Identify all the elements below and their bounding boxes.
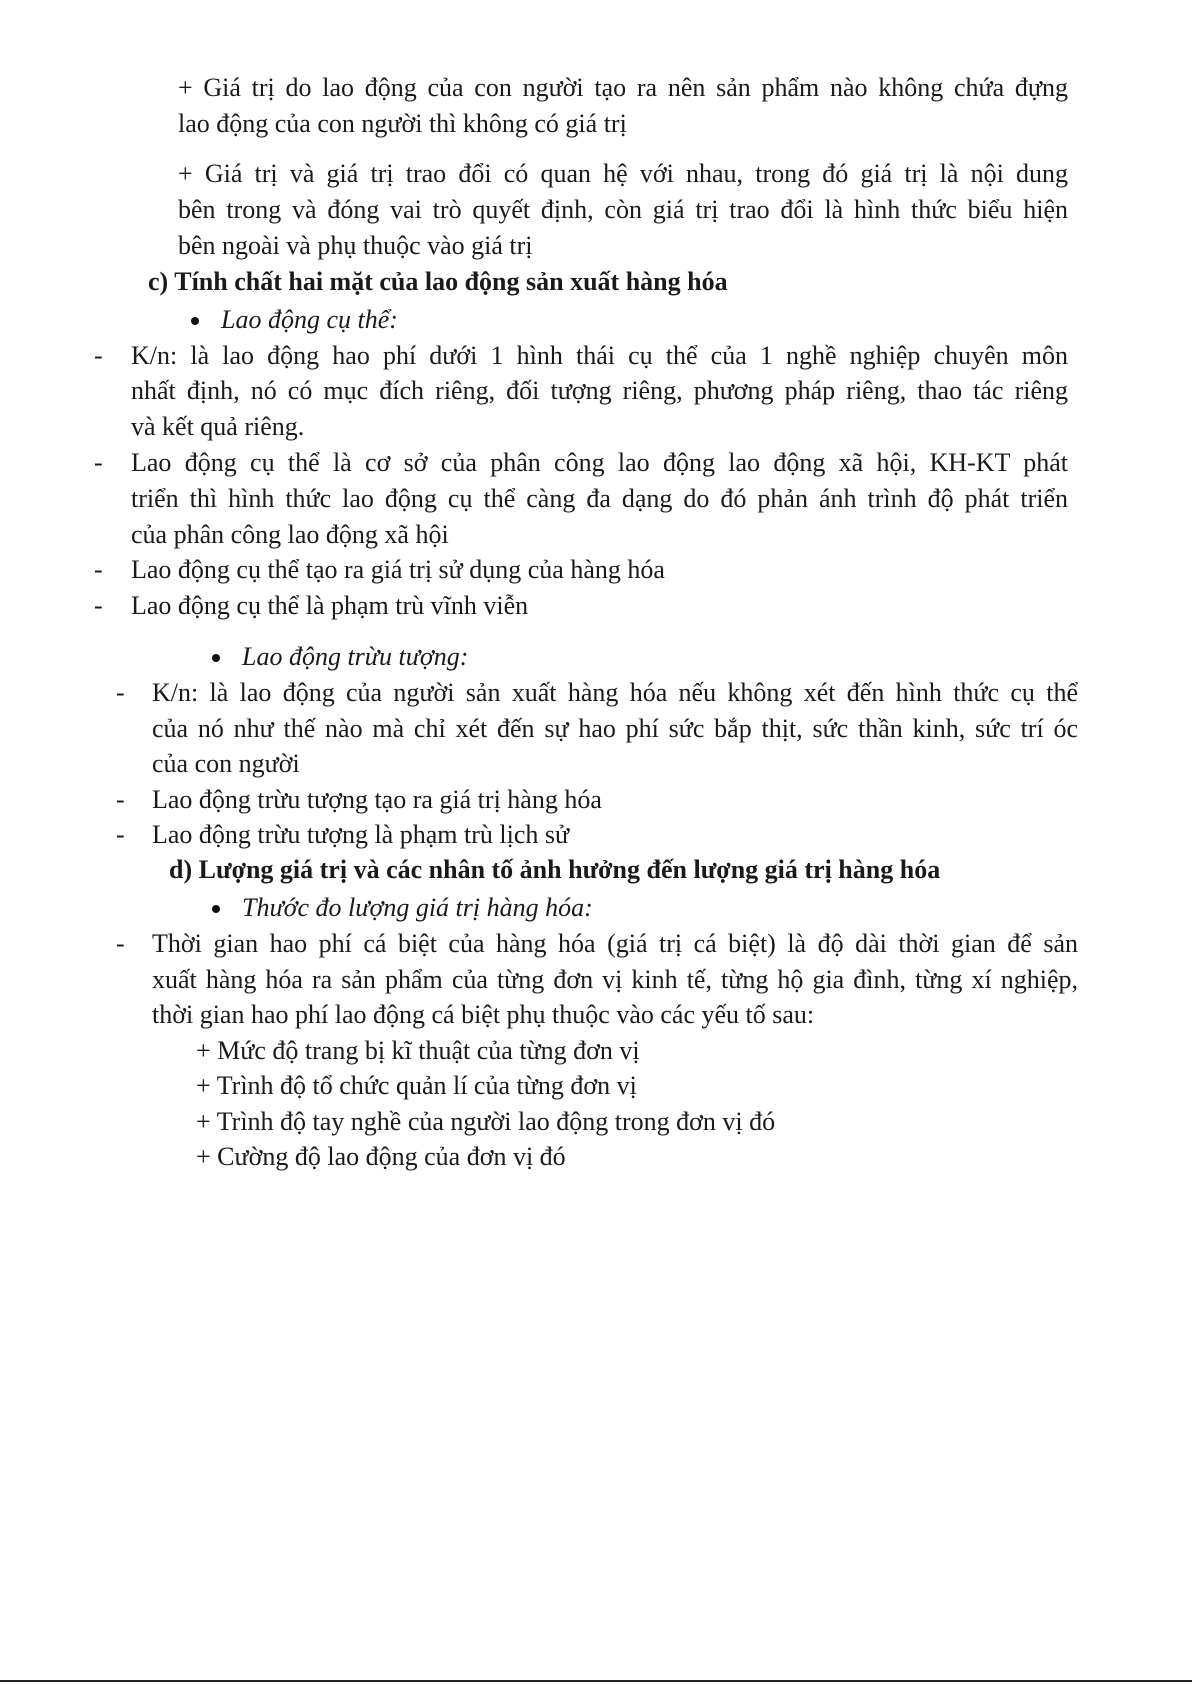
list-item-line: K/n: là lao động của người sản xuất hàng hóa nếu không xét đến hình thức cụ thể (152, 678, 1078, 707)
bullet-dot-icon (212, 905, 220, 913)
bullet-dot-icon (212, 654, 220, 662)
list-item-line: Lao động trừu tượng là phạm trù lịch sử (152, 820, 570, 849)
dash-marker: - (94, 591, 103, 620)
dash-marker: - (116, 929, 125, 958)
dash-marker: - (94, 555, 103, 584)
bullet-cu-the: Lao động cụ thể: (221, 305, 398, 334)
list-item-line: của nó như thế nào mà chỉ xét đến sự hao phí sức bắp thịt, sức thần kinh, sức trí óc (152, 714, 1078, 743)
sub-item-line: + Trình độ tay nghề của người lao động trong đơn vị đó (196, 1107, 776, 1136)
section-heading-c: c) Tính chất hai mặt của lao động sản xuất hàng hóa (148, 267, 728, 296)
list-item-line: của con người (152, 749, 300, 778)
list-item-line: nhất định, nó có mục đích riêng, đối tượng riêng, phương pháp riêng, thao tác riêng (131, 376, 1068, 405)
bullet-truu-tuong: Lao động trừu tượng: (242, 642, 469, 671)
bullet-thuoc-do: Thước đo lượng giá trị hàng hóa: (242, 893, 593, 922)
list-item-line: Lao động trừu tượng tạo ra giá trị hàng hóa (152, 785, 602, 814)
dash-marker: - (94, 448, 103, 477)
list-item-line: Lao động cụ thể là phạm trù vĩnh viễn (131, 591, 529, 620)
list-item-line: và kết quả riêng. (131, 412, 305, 441)
sub-item-line: + Cường độ lao động của đơn vị đó (196, 1142, 566, 1171)
list-item-line: của phân công lao động xã hội (131, 520, 449, 549)
list-item-line: Thời gian hao phí cá biệt của hàng hóa (giá trị cá biệt) là độ dài thời gian để sản (152, 929, 1078, 958)
sub-item-line: + Mức độ trang bị kĩ thuật của từng đơn vị (196, 1036, 640, 1065)
list-item-line: triển thì hình thức lao động cụ thể càng đa dạng do đó phản ánh trình độ phát triển (131, 484, 1068, 513)
dash-marker: - (116, 785, 125, 814)
dash-marker: - (116, 678, 125, 707)
paragraph-line: bên ngoài và phụ thuộc vào giá trị (178, 231, 533, 260)
footer-divider (0, 1680, 1192, 1682)
paragraph-line: + Giá trị và giá trị trao đổi có quan hệ với nhau, trong đó giá trị là nội dung (178, 159, 1068, 188)
dash-marker: - (94, 341, 103, 370)
list-item-line: Lao động cụ thể là cơ sở của phân công lao động lao động xã hội, KH-KT phát (131, 448, 1068, 477)
sub-item-line: + Trình độ tổ chức quản lí của từng đơn vị (196, 1071, 637, 1100)
list-item-line: thời gian hao phí lao động cá biệt phụ thuộc vào các yếu tố sau: (152, 1000, 815, 1029)
paragraph-line: bên trong và đóng vai trò quyết định, còn giá trị trao đổi là hình thức biểu hiện (178, 195, 1068, 224)
dash-marker: - (116, 820, 125, 849)
section-heading-d: d) Lượng giá trị và các nhân tố ảnh hưởng đến lượng giá trị hàng hóa (169, 855, 941, 884)
paragraph-line: + Giá trị do lao động của con người tạo ra nên sản phẩm nào không chứa đựng (178, 73, 1068, 102)
paragraph-line: lao động của con người thì không có giá trị (178, 109, 627, 138)
list-item-line: Lao động cụ thể tạo ra giá trị sử dụng của hàng hóa (131, 555, 665, 584)
bullet-dot-icon (191, 317, 199, 325)
list-item-line: K/n: là lao động hao phí dưới 1 hình thái cụ thể của 1 nghề nghiệp chuyên môn (131, 341, 1068, 370)
list-item-line: xuất hàng hóa ra sản phẩm của từng đơn vị kinh tế, từng hộ gia đình, từng xí nghiệp, (152, 965, 1078, 994)
